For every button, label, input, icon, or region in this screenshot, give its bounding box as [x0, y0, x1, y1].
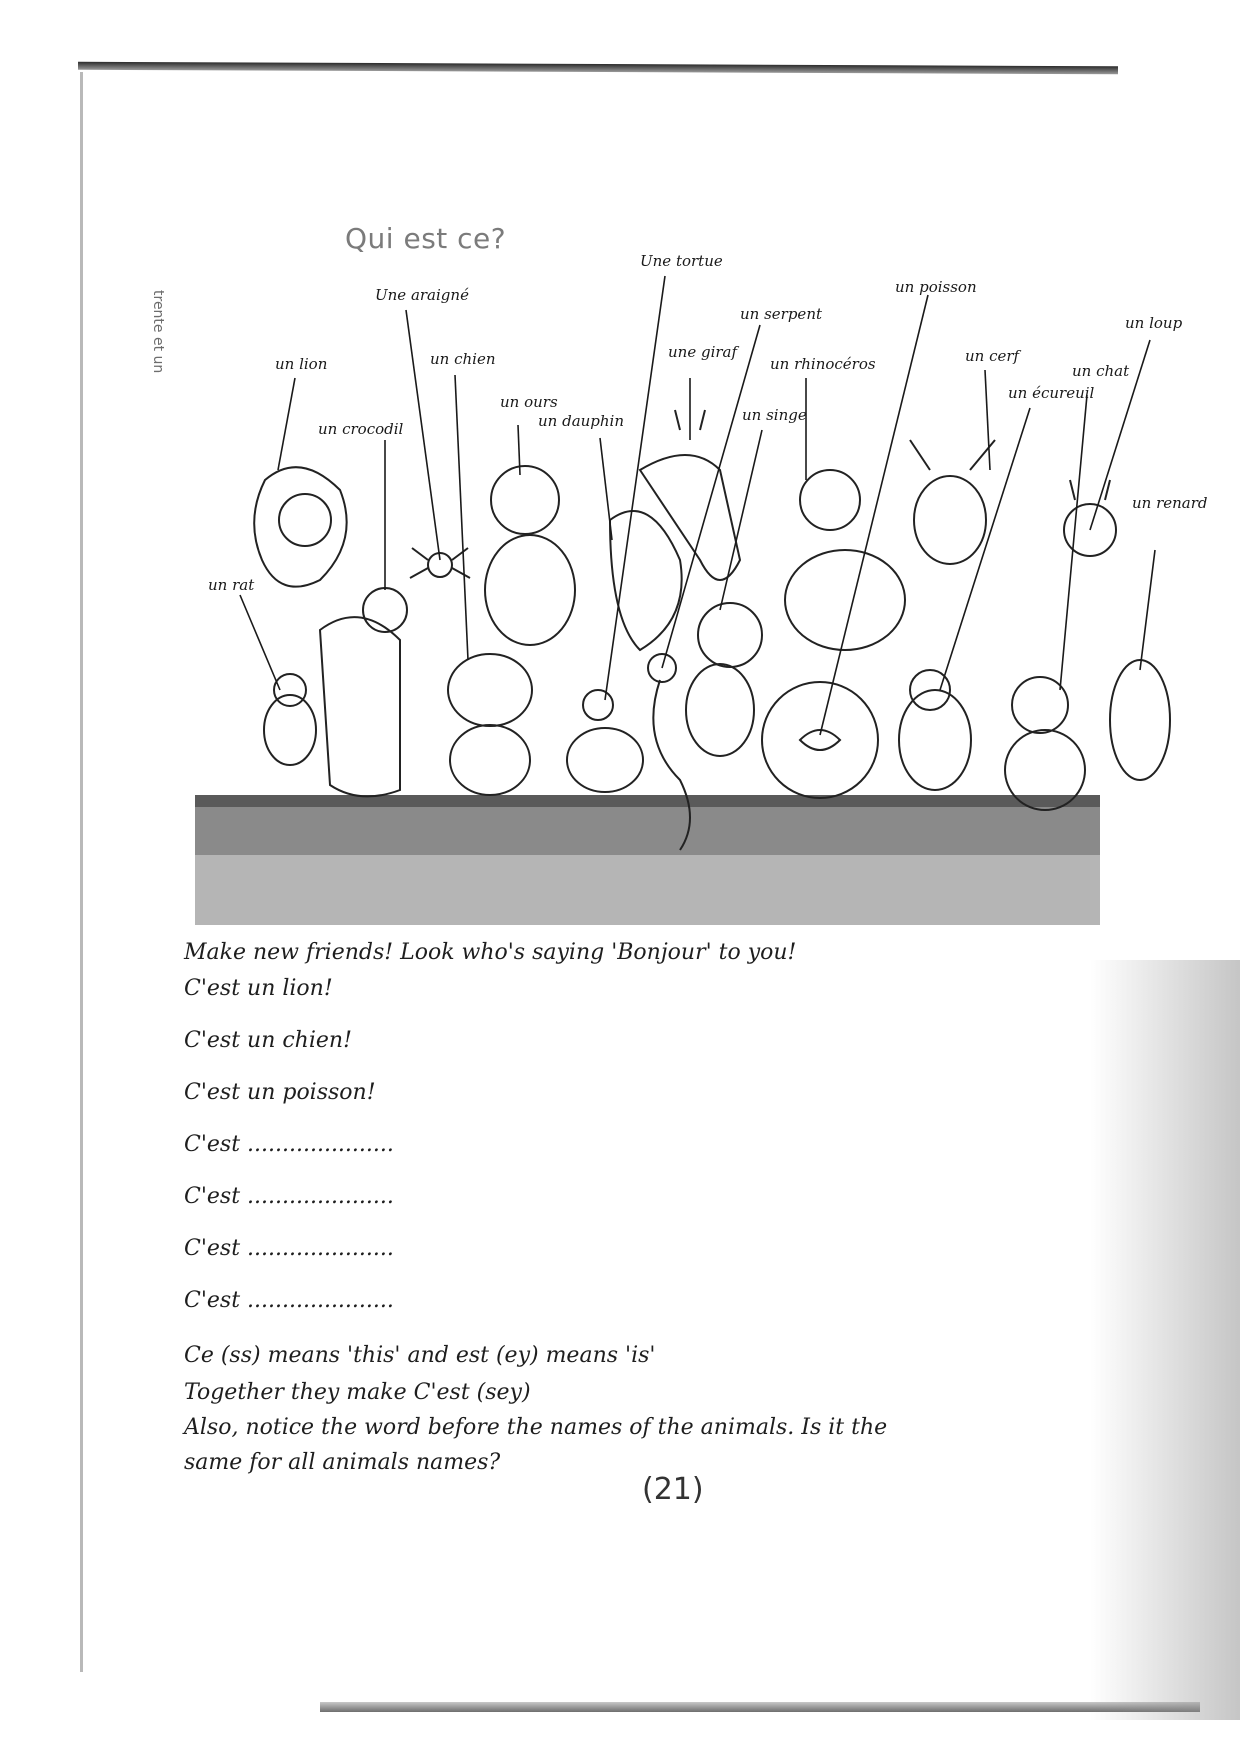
label-serpent: un serpent [740, 305, 823, 323]
example-line: C'est un poisson! [184, 1080, 376, 1105]
crocodile-figure [320, 588, 407, 796]
intro-line: Make new friends! Look who's saying 'Bonjour' to you! [184, 940, 797, 965]
fox-figure [1110, 660, 1170, 780]
pointer-cerf [985, 370, 990, 470]
label-araignee: Une araigné [375, 286, 469, 304]
label-chat: un chat [1072, 362, 1130, 380]
pointer-rat [240, 595, 280, 690]
note-line: same for all animals names? [184, 1450, 501, 1475]
rat-figure [264, 674, 316, 765]
side-caption: trente et un [150, 290, 166, 374]
rhinoceros-figure [785, 470, 905, 650]
example-line: C'est un chien! [184, 1028, 352, 1053]
pointer-dauphin [600, 438, 612, 540]
label-tortue: Une tortue [640, 252, 723, 270]
dog-figure [448, 654, 532, 795]
deer-figure [910, 440, 995, 564]
pointer-renard [1140, 550, 1155, 670]
blank-line: C'est ..................... [184, 1236, 394, 1261]
fishbowl-figure [762, 682, 878, 798]
pointer-lion [278, 378, 295, 470]
wolf-figure [1064, 480, 1116, 556]
scan-shadow [1090, 960, 1240, 1720]
example-line: C'est un lion! [184, 976, 333, 1001]
pointer-serpent [662, 325, 760, 668]
pointer-araignee [406, 310, 440, 560]
bear-figure [485, 466, 575, 645]
dolphin-figure [610, 511, 682, 650]
label-renard: un renard [1132, 494, 1208, 512]
page-number: (21) [642, 1472, 704, 1507]
cat-figure [1005, 677, 1085, 810]
pointer-chien [455, 375, 468, 660]
pointer-ecureuil [940, 408, 1030, 690]
bench-shadow [195, 855, 1100, 925]
label-rhinoceros: un rhinocéros [770, 355, 876, 373]
label-loup: un loup [1125, 314, 1183, 332]
scan-bottom-edge [320, 1702, 1200, 1712]
squirrel-figure [899, 670, 971, 790]
label-crocodile: un crocodil [318, 420, 404, 438]
blank-line: C'est ..................... [184, 1288, 394, 1313]
label-lion: un lion [275, 355, 328, 373]
bench-edge [195, 795, 1100, 807]
note-line: Ce (ss) means 'this' and est (ey) means 'is' [184, 1343, 656, 1368]
label-ecureuil: un écureuil [1008, 384, 1095, 402]
label-girafe: une giraf [668, 343, 738, 361]
lion-figure [254, 467, 346, 587]
blank-line: C'est ..................... [184, 1184, 394, 1209]
monkey-figure [686, 603, 762, 756]
tortoise-figure [567, 690, 643, 792]
note-line: Also, notice the word before the names of the animals. Is it the [184, 1415, 888, 1440]
label-ours: un ours [500, 393, 558, 411]
label-dauphin: un dauphin [538, 412, 625, 430]
blank-line: C'est ..................... [184, 1132, 394, 1157]
spider-figure [410, 548, 470, 578]
label-chien: un chien [430, 350, 496, 368]
pointer-singe [720, 430, 762, 610]
pointer-tortue [605, 276, 665, 700]
label-cerf: un cerf [965, 347, 1020, 365]
label-singe: un singe [742, 406, 807, 424]
page-title: Qui est ce? [345, 222, 507, 255]
label-rat: un rat [208, 576, 255, 594]
note-line: Together they make C'est (sey) [184, 1380, 531, 1405]
pointer-chat [1060, 395, 1087, 690]
label-poisson: un poisson [895, 278, 977, 296]
